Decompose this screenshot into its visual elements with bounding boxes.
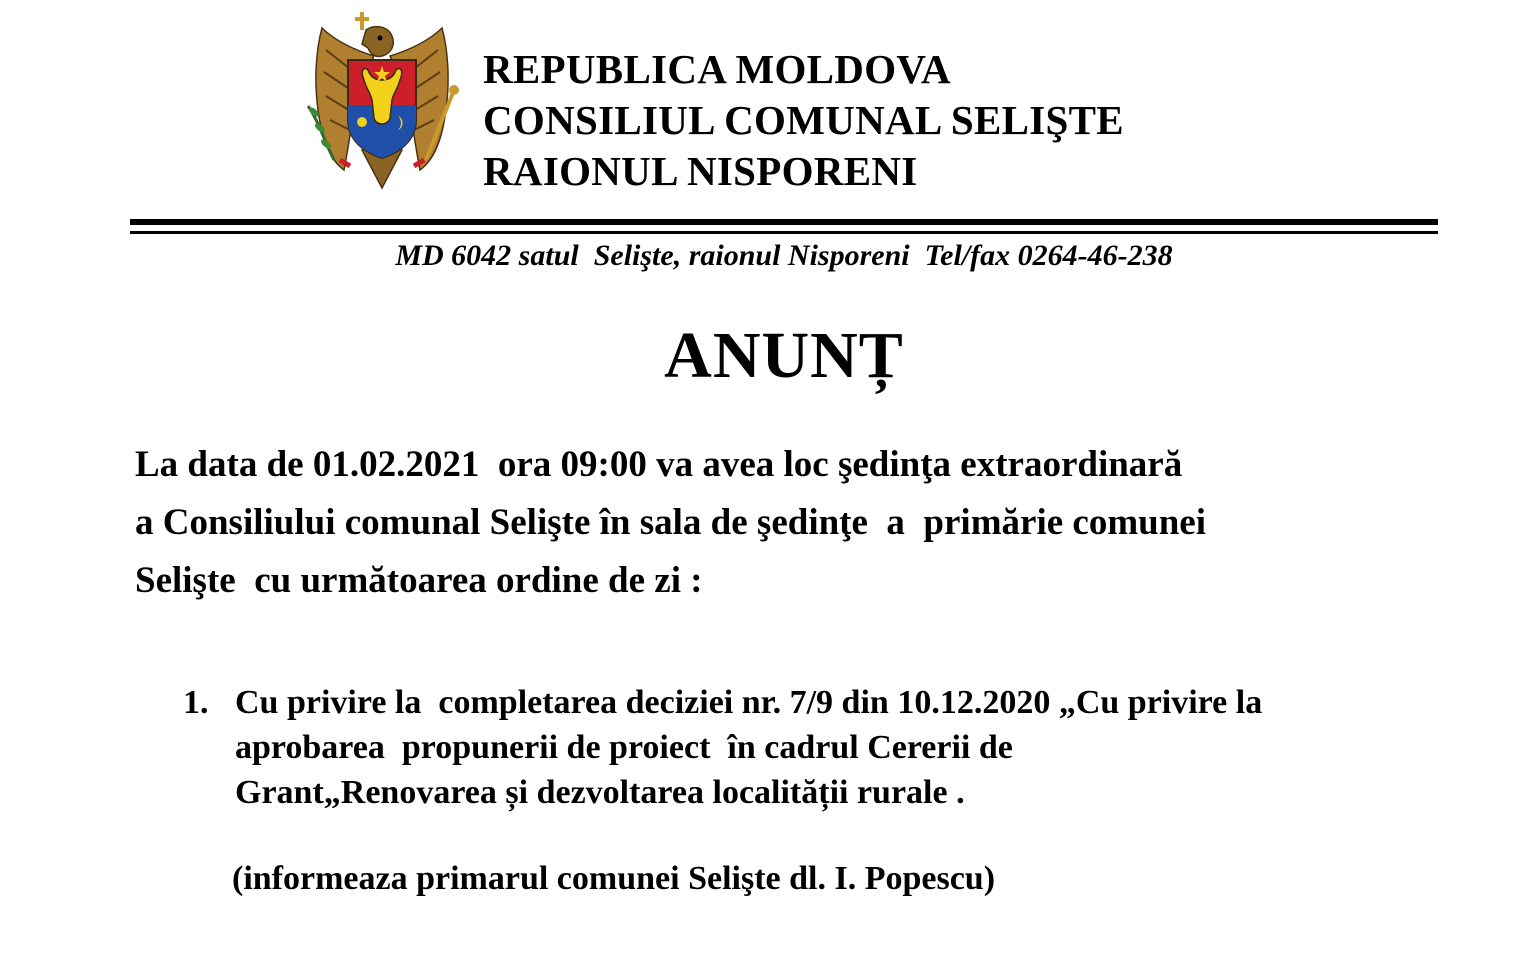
document-title: ANUNȚ [664, 319, 904, 392]
contact-address: MD 6042 satul Selişte, raionul Nisporeni Tel/fax 0264-46-238 [395, 239, 1173, 272]
header-line-district: RAIONUL NISPORENI [483, 148, 918, 194]
intro-line: Selişte cu următoarea ordine de zi : [135, 560, 703, 601]
agenda-item-number: 1. [183, 684, 209, 721]
moldova-coat-of-arms-icon [304, 10, 460, 190]
agenda-item-text [235, 680, 1435, 815]
announcement-intro [135, 436, 1435, 610]
header-divider-thick [130, 219, 1438, 225]
header-line-council: CONSILIUL COMUNAL SELIŞTE [483, 97, 1124, 143]
intro-line: a Consiliului comunal Selişte în sala de şedinţe a primărie comunei [135, 502, 1206, 543]
institution-header [483, 44, 1124, 197]
intro-line: La data de 01.02.2021 ora 09:00 va avea loc şedinţa extraordinară [135, 444, 1183, 485]
header-divider-thin [130, 231, 1438, 234]
agenda-item-presenter: (informeaza primarul comunei Selişte dl. I. Popescu) [232, 860, 996, 897]
agenda-item-line: aprobarea propunerii de proiect în cadrul Cererii de [235, 729, 1013, 766]
agenda-item-line: Cu privire la completarea deciziei nr. 7/9 din 10.12.2020 „Cu privire la [235, 684, 1263, 721]
agenda-item-line: Grant„Renovarea și dezvoltarea localității rurale . [235, 774, 965, 811]
header-line-country: REPUBLICA MOLDOVA [483, 46, 951, 92]
